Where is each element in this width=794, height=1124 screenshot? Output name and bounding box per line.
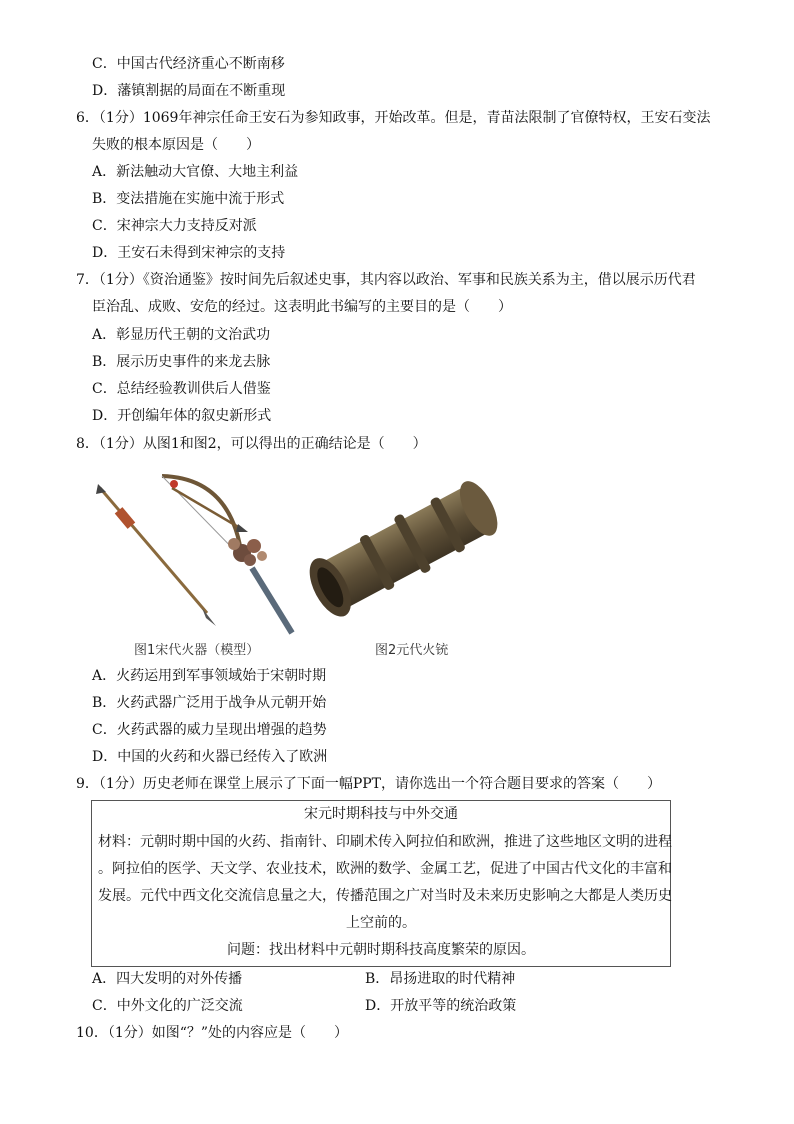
q6-stem-line1: 6．（1分）1069年神宗任命王安石为参知政事，开始改革。但是，青苗法限制了官僚特权，王安石变法 <box>76 110 711 126</box>
q6-option-b: B．变法措施在实施中流于形式 <box>92 191 285 207</box>
fig1-song-fire-weapons-image <box>92 458 307 638</box>
q7-stem-line1: 7．（1分）《资治通鉴》按时间先后叙述史事，其内容以政治、军事和民族关系为主，借以展示历代君 <box>76 272 696 288</box>
bow-arrow-tip <box>236 524 248 532</box>
q9-option-a: A．四大发明的对外传播 <box>92 971 243 987</box>
q5-option-c: C．中国古代经济重心不断南移 <box>92 56 285 72</box>
q9-box-title: 宋元时期科技与中外交通 <box>304 806 458 822</box>
q9-option-d: D．开放平等的统治政策 <box>365 998 517 1014</box>
q8-stem: 8．（1分）从图1和图2，可以得出的正确结论是（ ） <box>76 436 427 452</box>
q7-option-b: B．展示历史事件的来龙去脉 <box>92 354 271 370</box>
fig1-caption: 图1宋代火器（模型） <box>134 643 260 658</box>
q8-option-a: A．火药运用到军事领域始于宋朝时期 <box>92 668 327 684</box>
q9-box-line3: 发展。元代中西文化交流信息量之大，传播范围之广对当时及未来历史影响之大都是人类历史 <box>98 888 672 904</box>
q9-box-question: 问题：找出材料中元朝时期科技高度繁荣的原因。 <box>227 942 535 958</box>
q8-option-d: D．中国的火药和火器已经传入了欧洲 <box>92 749 328 765</box>
q6-option-c: C．宋神宗大力支持反对派 <box>92 218 257 234</box>
q9-option-b: B．昂扬进取的时代精神 <box>365 971 516 987</box>
bow-tassel <box>170 480 178 488</box>
fire-lance-bundle <box>228 538 292 633</box>
q7-option-d: D．开创编年体的叙史新形式 <box>92 408 272 424</box>
q10-stem: 10．（1分）如图“？”处的内容应是（ ） <box>76 1025 349 1041</box>
q7-option-c: C．总结经验教训供后人借鉴 <box>92 381 271 397</box>
q7-stem-line2: 臣治乱、成败、安危的经过。这表明此书编写的主要目的是（ ） <box>92 299 512 315</box>
q9-ppt-material-box <box>91 800 671 967</box>
q6-option-a: A．新法触动大官僚、大地主利益 <box>92 164 299 180</box>
q5-option-d: D．藩镇割据的局面在不断重现 <box>92 83 286 99</box>
q8-option-b: B．火药武器广泛用于战争从元朝开始 <box>92 695 327 711</box>
spear-shaft <box>100 488 207 613</box>
q9-box-line4: 上空前的。 <box>346 915 416 931</box>
q9-option-c: C．中外文化的广泛交流 <box>92 998 243 1014</box>
q9-box-line1: 材料：元朝时期中国的火药、指南针、印刷术传入阿拉伯和欧洲，推进了这些地区文明的进程 <box>98 834 672 850</box>
spear-tip <box>202 608 216 626</box>
q7-option-a: A．彰显历代王朝的文治武功 <box>92 327 271 343</box>
q8-option-c: C．火药武器的威力呈现出增强的趋势 <box>92 722 327 738</box>
q9-box-line2: 。阿拉伯的医学、天文学、农业技术，欧洲的数学、金属工艺，促进了中国古代文化的丰富和 <box>98 861 672 877</box>
fig2-caption: 图2元代火铳 <box>375 643 449 658</box>
q6-option-d: D．王安石未得到宋神宗的支持 <box>92 245 286 261</box>
fig2-yuan-huochong-image <box>298 462 510 632</box>
q6-stem-line2: 失败的根本原因是（ ） <box>92 137 260 153</box>
bow-arrow <box>172 488 240 528</box>
q9-stem: 9．（1分）历史老师在课堂上展示了下面一幅PPT，请你选出一个符合题目要求的答案（ ） <box>76 776 661 792</box>
